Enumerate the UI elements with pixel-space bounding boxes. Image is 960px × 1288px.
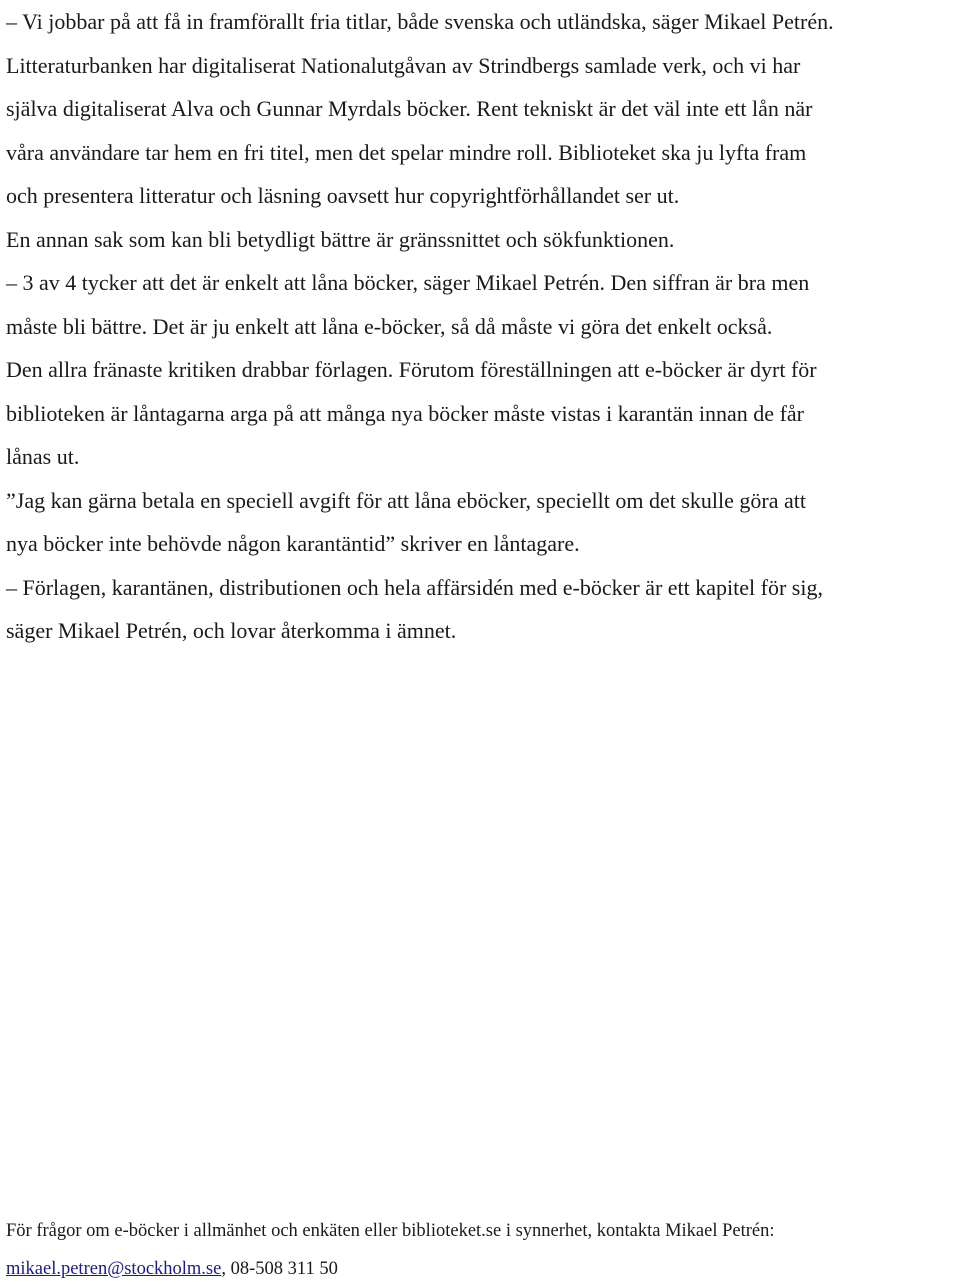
text-line: En annan sak som kan bli betydligt bättre är gränssnittet och sökfunktionen. bbox=[6, 226, 675, 252]
text-line: måste bli bättre. Det är ju enkelt att låna e-böcker, så då måste vi göra det enkelt också. bbox=[6, 313, 773, 339]
text-line: – Vi jobbar på att få in framförallt fria titlar, både svenska och utländska, säger Mikael Petrén. bbox=[6, 9, 834, 34]
text-line: säger Mikael Petrén, och lovar återkomma i ämnet. bbox=[6, 618, 457, 643]
contact-footer bbox=[6, 1212, 956, 1288]
text-line: Litteraturbanken har digitaliserat Nationalutgåvan av Strindbergs samlade verk, och vi har bbox=[6, 52, 801, 78]
article-body bbox=[6, 0, 956, 653]
text-line: Den allra fränaste kritiken drabbar förlagen. Förutom föreställningen att e-böcker är dyrt för bbox=[6, 357, 817, 382]
text-line: själva digitaliserat Alva och Gunnar Myrdals böcker. Rent tekniskt är det väl inte ett lån när bbox=[6, 96, 813, 121]
text-line: nya böcker inte behövde någon karantäntid” skriver en låntagare. bbox=[6, 531, 580, 556]
contact-text: För frågor om e-böcker i allmänhet och enkäten eller biblioteket.se i synnerhet, kontakta Mikael Petrén: bbox=[6, 1221, 775, 1241]
contact-details bbox=[6, 1250, 956, 1288]
text-line: ”Jag kan gärna betala en speciell avgift för att låna eböcker, speciellt om det skulle göra att bbox=[6, 487, 806, 513]
phone-number: 08-508 311 50 bbox=[230, 1259, 338, 1279]
email-link[interactable]: mikael.petren@stockholm.se bbox=[6, 1259, 222, 1279]
separator: , bbox=[221, 1259, 231, 1279]
text-line: och presentera litteratur och läsning oavsett hur copyrightförhållandet ser ut. bbox=[6, 183, 680, 208]
text-line: våra användare tar hem en fri titel, men det spelar mindre roll. Biblioteket ska ju lyfta fram bbox=[6, 139, 807, 165]
text-line: – 3 av 4 tycker att det är enkelt att låna böcker, säger Mikael Petrén. Den siffran är bra men bbox=[6, 270, 810, 295]
text-line: lånas ut. bbox=[6, 444, 80, 469]
text-line: – Förlagen, karantänen, distributionen och hela affärsidén med e-böcker är ett kapitel för sig, bbox=[6, 574, 823, 600]
text-line: biblioteken är låntagarna arga på att många nya böcker måste vistas i karantän innan de får bbox=[6, 400, 804, 426]
